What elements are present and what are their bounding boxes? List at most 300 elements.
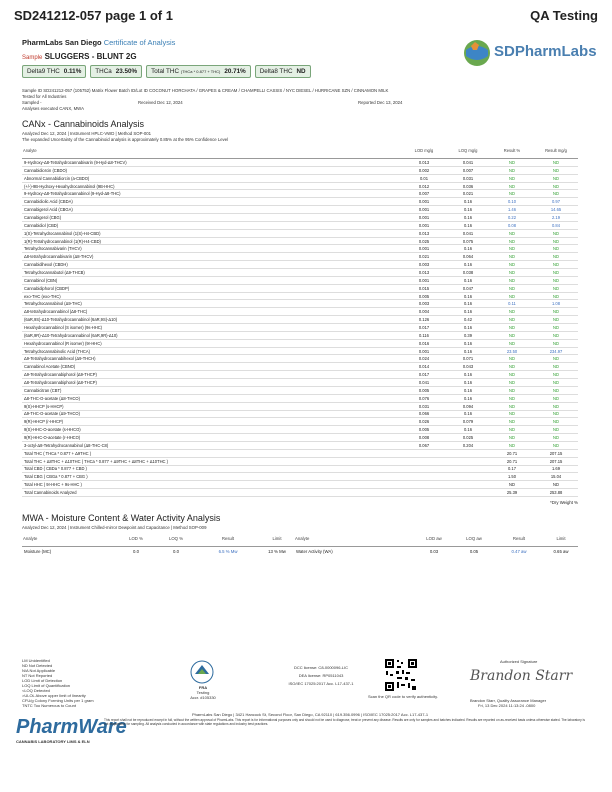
total-empty-cell [402, 457, 446, 465]
loq-value: 0.16 [446, 292, 490, 300]
result-mg: ND [534, 284, 578, 292]
result-mg: ND [534, 331, 578, 339]
analyte-name: Hexahydrocannabinol (S isomer) (9s-HHC) [22, 324, 402, 332]
analyte-name: (+/-)-9B-Hydroxy-Hexahydrocannabinol (9B-HHC) [22, 182, 402, 190]
result-mg: ND [534, 324, 578, 332]
loq-value: 0.038 [446, 269, 490, 277]
result-pct: ND [490, 284, 534, 292]
canx-row [22, 166, 578, 174]
legend-item: NT Not Reported [22, 673, 53, 678]
mwa-table-row [22, 547, 578, 557]
total-mg: 15.04 [534, 473, 578, 481]
result-pct: ND [490, 229, 534, 237]
analyte-name: 9-Hydroxy-Δ8-Tetrahydrocannabinol (9-Hyd-Δ8-THC) [22, 190, 402, 198]
result-pct: 1.46 [490, 206, 534, 214]
legend-item: N/A Not Applicable [22, 668, 56, 673]
total-label: Total Cannabinoids Analyzed [22, 489, 402, 497]
lod-value: 0.067 [402, 441, 446, 449]
total-label: Total CBD ( CBDa * 0.877 + CBD ) [22, 465, 402, 473]
mwa-table [22, 532, 578, 556]
lod-value: 0.001 [402, 221, 446, 229]
mwa-title: MWA - Moisture Content & Water Activity Analysis [22, 513, 221, 523]
result-pct: ND [490, 371, 534, 379]
legend-item: >ULOL Above upper limit of linearity [22, 693, 86, 698]
result-pct: ND [490, 276, 534, 284]
lod-value: 0.013 [402, 229, 446, 237]
analyte-name: Δ9-Tetrahydrocannabihexol (Δ9-THCH) [22, 355, 402, 363]
verification-qr-code[interactable] [384, 658, 418, 692]
result-pct: ND [490, 166, 534, 174]
report-status: QA Testing [530, 8, 598, 23]
result-pct: ND [490, 331, 534, 339]
analyte-name: Δ8-tetrahydrocannabivarin (Δ8-THCV) [22, 253, 402, 261]
analyte-name: Cannabinol (CBN) [22, 276, 402, 284]
analyte-name: Δ9-Tetrahydrocannabiphorol (Δ9-THCP) [22, 371, 402, 379]
total-empty-cell [446, 489, 490, 497]
result-mg: ND [534, 418, 578, 426]
canx-row [22, 331, 578, 339]
pharmware-sub: CANNABIS LABORATORY LIMS & ELN [16, 739, 90, 744]
mwa-cell: 13 % Mw [268, 549, 286, 554]
canx-row [22, 190, 578, 198]
total-pct: ND [490, 481, 534, 489]
analyte-name: 3-octyl-Δ8-Tetrahydrocannabinol (Δ8-THC-C8) [22, 441, 402, 449]
analyte-name: 1(S)-Tetrahydrocannabinol (1(S)-H4-CBD) [22, 229, 402, 237]
loq-value: 0.041 [446, 159, 490, 167]
fra-seal-icon [190, 660, 214, 684]
logo-text: SDPharmLabs [494, 43, 597, 60]
canx-row [22, 292, 578, 300]
result-mg: ND [534, 253, 578, 261]
analyte-name: exo-THC (exo-THC) [22, 292, 402, 300]
lod-value: 0.014 [402, 363, 446, 371]
analyte-name: Tetrahydrocannabinol (Δ9-THC) [22, 300, 402, 308]
loq-value: 0.036 [446, 182, 490, 190]
mwa-col-header: Analyte [294, 532, 414, 547]
canx-total-row [22, 473, 578, 481]
result-mg: ND [534, 316, 578, 324]
sample-header [22, 52, 137, 61]
mwa-cell: 0.65 aw [553, 549, 569, 554]
lod-value: 0.002 [402, 166, 446, 174]
result-pct: ND [490, 379, 534, 387]
analyte-name: (6aR,9R)-Δ10-Tetrahydrocannabinol (6aR,9R)-Δ10) [22, 331, 402, 339]
signature-title: Authorized Signature [500, 659, 538, 664]
result-mg: ND [534, 159, 578, 167]
mwa-cell: Water Activity (WA) [296, 549, 333, 554]
mwa-instrument: Analyzed Dec 12, 2024 | Instrument Chilled-mirror Dewpoint and Capacitance | Method SOP-009 [22, 525, 207, 530]
result-mg: ND [534, 355, 578, 363]
lod-value: 0.001 [402, 198, 446, 206]
summary-pill-total-thc: Total THC (THCa * 0.877 + THC) 20.71% [146, 65, 251, 78]
result-pct: ND [490, 159, 534, 167]
canx-row [22, 363, 578, 371]
summary-pills [22, 65, 311, 78]
analyte-name: 9(S)-HHCP (s-HHCP) [22, 402, 402, 410]
analyte-name: Δ8-THC-O-acetate (Δ8-THCO) [22, 394, 402, 402]
loq-value: 0.16 [446, 347, 490, 355]
legend-item: LOQ Limit of Quantification [22, 683, 71, 688]
total-empty-cell [402, 473, 446, 481]
lod-value: 0.007 [402, 190, 446, 198]
lod-value: 0.005 [402, 386, 446, 394]
lod-value: 0.116 [402, 331, 446, 339]
canx-title: CANx - Cannabinoids Analysis [22, 119, 145, 129]
analyte-name: 9(S)-HHC-O-acetate (s-HHCO) [22, 426, 402, 434]
sample-name: SLUGGERS - BLUNT 2G [44, 52, 137, 61]
signer-name: Brandon Starr, Quality Assurance Manager [470, 698, 547, 703]
total-empty-cell [402, 449, 446, 457]
total-mg: 1.69 [534, 465, 578, 473]
loq-value: 0.16 [446, 386, 490, 394]
total-mg: ND [534, 481, 578, 489]
disclaimer: This report shall not be reproduced except in full, without the written approval of PharmLabs. This report is for informational purposes only and should not be used to diagnose, treat or prevent any disease. Results are only for samples and batches indicated. Results are reported on as-received basis unless otherwise stated. The laboratory is not responsible for sampling. All analysis conducted in accordance with state regulations and industry best practices. [104, 718, 585, 726]
result-pct: ND [490, 434, 534, 442]
canx-total-row [22, 465, 578, 473]
result-mg: ND [534, 394, 578, 402]
result-pct: 23.50 [490, 347, 534, 355]
loq-value: 0.16 [446, 300, 490, 308]
result-mg: ND [534, 174, 578, 182]
result-pct: ND [490, 363, 534, 371]
canx-row [22, 182, 578, 190]
canx-row [22, 434, 578, 442]
result-mg: ND [534, 402, 578, 410]
lod-value: 0.126 [402, 316, 446, 324]
result-pct: ND [490, 269, 534, 277]
meta-line-sample: Sample ID SD241212-057 (105752) Matrix Flower Batch ID/Lot ID COCONUT HORCHATA / GRAPES & CREAM / CHAMPELLI CASSIS / NYC DIESEL / HURRICANE SZN / CINNAMON MILK [22, 88, 389, 93]
mwa-col-header: Result [196, 532, 260, 547]
canx-row [22, 253, 578, 261]
meta-line-tested: Tested for All Industries [22, 94, 67, 99]
total-label: Total THC ( THCa * 0.877 + Δ9THC ) [22, 449, 402, 457]
lod-value: 0.005 [402, 426, 446, 434]
result-mg: ND [534, 308, 578, 316]
canx-row [22, 261, 578, 269]
total-empty-cell [446, 449, 490, 457]
result-pct: ND [490, 308, 534, 316]
result-pct: ND [490, 324, 534, 332]
loq-value: 0.16 [446, 379, 490, 387]
canx-row [22, 371, 578, 379]
legend-item: <LOQ Detected [22, 688, 50, 693]
result-mg: ND [534, 426, 578, 434]
report-id: SD241212-057 page 1 of 1 [14, 8, 173, 23]
loq-value: 0.16 [446, 339, 490, 347]
mwa-col-header: Analyte [22, 532, 116, 547]
analyte-name: (6aR,9S)-Δ10-Tetrahydrocannabinol (6aR,9S)-Δ10) [22, 316, 402, 324]
result-pct: ND [490, 182, 534, 190]
analyte-name: 9-Hydroxy-Δ8-Tetrahydrocannabivarin (9-Hyd-Δ8-THCV) [22, 159, 402, 167]
result-mg: ND [534, 292, 578, 300]
result-mg: 0.84 [534, 221, 578, 229]
canx-row [22, 269, 578, 277]
canx-row [22, 324, 578, 332]
lod-value: 0.005 [402, 292, 446, 300]
result-mg: ND [534, 166, 578, 174]
mwa-cell: Moisture (MC) [24, 549, 52, 554]
loq-value: 0.16 [446, 198, 490, 206]
total-mg: 253.88 [534, 489, 578, 497]
lod-value: 0.003 [402, 261, 446, 269]
sdpharmlabs-logo [462, 38, 597, 68]
mwa-cell: 0.03 [429, 549, 439, 554]
analyte-name: Cannabidiolic Acid (CBDA) [22, 198, 402, 206]
analyte-name: Cannabigerol Acid (CBGA) [22, 206, 402, 214]
result-mg: ND [534, 379, 578, 387]
total-pct: 25.39 [490, 489, 534, 497]
dcc-license: DCC license: C8-0000096-LIC [293, 665, 349, 670]
loq-value: 0.16 [446, 308, 490, 316]
analyte-name: Cannabinol Acetate (CBNO) [22, 363, 402, 371]
lod-value: 0.013 [402, 269, 446, 277]
total-label: Total THC + Δ8THC + Δ10THC ( THCa * 0.877 + Δ9THC + Δ8THC + Δ10THC ) [22, 457, 402, 465]
lod-value: 0.015 [402, 284, 446, 292]
lod-value: 0.012 [402, 182, 446, 190]
mwa-col-header: LOQ aw [454, 532, 494, 547]
canx-row [22, 308, 578, 316]
canx-row [22, 410, 578, 418]
total-empty-cell [446, 481, 490, 489]
canx-instrument: Analyzed Dec 12, 2024 | Instrument HPLC-VWD | Method SOP-001 [22, 131, 152, 136]
canx-row [22, 316, 578, 324]
analyte-name: 9(R)-HHCP (r-HHCP) [22, 418, 402, 426]
lod-value: 0.076 [402, 394, 446, 402]
lod-value: 0.031 [402, 402, 446, 410]
result-pct: ND [490, 339, 534, 347]
total-label: Total HHC ( 9r-HHC + 9s-HHC ) [22, 481, 402, 489]
meta-line-analyses: Analyses executed CANX, MWA [22, 106, 84, 111]
analyte-name: Tetrahydrocannabinolic Acid (THCA) [22, 347, 402, 355]
mwa-cell: 0.05 [469, 549, 479, 554]
loq-value: 0.16 [446, 410, 490, 418]
meta-line-reported: Reported Dec 13, 2024 [358, 100, 403, 105]
total-empty-cell [402, 489, 446, 497]
loq-value: 0.16 [446, 426, 490, 434]
loq-value: 0.075 [446, 237, 490, 245]
result-pct: ND [490, 237, 534, 245]
canx-row [22, 379, 578, 387]
loq-value: 0.16 [446, 206, 490, 214]
canx-row [22, 221, 578, 229]
analyte-name: Δ9-THC-O-acetate (Δ9-THCO) [22, 410, 402, 418]
loq-value: 0.16 [446, 245, 490, 253]
canx-table-header [22, 145, 578, 159]
total-mg: 207.15 [534, 449, 578, 457]
result-mg: 0.97 [534, 198, 578, 206]
canx-row [22, 355, 578, 363]
legend-item: LM Unidentified [22, 658, 50, 663]
globe-icon [462, 38, 492, 68]
result-pct: 0.22 [490, 214, 534, 222]
lod-value: 0.001 [402, 245, 446, 253]
canx-row [22, 159, 578, 167]
lod-value: 0.017 [402, 371, 446, 379]
canx-row [22, 402, 578, 410]
lod-value: 0.041 [402, 379, 446, 387]
result-pct: ND [490, 316, 534, 324]
analyte-name: Tetrahydrocannabivarin (THCV) [22, 245, 402, 253]
loq-value: 0.204 [446, 441, 490, 449]
canx-row [22, 174, 578, 182]
loq-value: 0.16 [446, 371, 490, 379]
result-pct: 0.10 [490, 198, 534, 206]
canx-table [22, 145, 578, 497]
loq-value: 0.16 [446, 214, 490, 222]
canx-row [22, 214, 578, 222]
canx-row [22, 237, 578, 245]
mwa-col-header: LOQ % [156, 532, 196, 547]
total-empty-cell [402, 465, 446, 473]
result-pct: ND [490, 426, 534, 434]
summary-pill-d8thc: Delta8 THC ND [255, 65, 311, 78]
loq-value: 0.041 [446, 229, 490, 237]
loq-value: 0.071 [446, 355, 490, 363]
total-pct: 0.17 [490, 465, 534, 473]
mwa-col-header: LOD % [116, 532, 156, 547]
analyte-name: Hexahydrocannabinol (R isomer) (9r-HHC) [22, 339, 402, 347]
canx-row [22, 300, 578, 308]
lod-value: 0.008 [402, 434, 446, 442]
meta-line-received: Received Dec 12, 2024 [138, 100, 183, 105]
lod-value: 0.001 [402, 347, 446, 355]
mwa-cell: 6.5 % Mw [218, 549, 238, 554]
legend-item: LOD Limit of Detection [22, 678, 63, 683]
result-mg: ND [534, 245, 578, 253]
analyte-name: Cannabigerol (CBG) [22, 214, 402, 222]
canx-total-row [22, 457, 578, 465]
lod-value: 0.001 [402, 276, 446, 284]
lod-value: 0.026 [402, 418, 446, 426]
result-mg: ND [534, 269, 578, 277]
canx-row [22, 418, 578, 426]
result-pct: ND [490, 402, 534, 410]
canx-row [22, 386, 578, 394]
analyte-name: Cannabidihexol (CBDH) [22, 261, 402, 269]
iso-accreditation: ISO/IEC 17025:2017 Acc. L17-437-1 [288, 681, 354, 686]
total-label: Total CBG ( CBGa * 0.877 + CBG ) [22, 473, 402, 481]
mwa-col-header: LOD aw [414, 532, 454, 547]
legend-item: CFU/g Colony Forming Units per 1 gram [22, 698, 94, 703]
loq-value: 0.007 [446, 166, 490, 174]
loq-value: 0.16 [446, 324, 490, 332]
dea-license: DEA license: RP0511043 [298, 673, 344, 678]
result-mg: 1.08 [534, 300, 578, 308]
result-mg: ND [534, 434, 578, 442]
canx-row [22, 229, 578, 237]
result-pct: ND [490, 418, 534, 426]
result-mg: ND [534, 441, 578, 449]
result-pct: 0.08 [490, 221, 534, 229]
total-pct: 20.71 [490, 457, 534, 465]
mwa-cell: 0.0 [173, 549, 179, 554]
loq-value: 0.094 [446, 402, 490, 410]
result-mg: ND [534, 371, 578, 379]
loq-value: 0.16 [446, 261, 490, 269]
result-pct: ND [490, 261, 534, 269]
canx-row [22, 339, 578, 347]
total-empty-cell [446, 473, 490, 481]
total-pct: 1.50 [490, 473, 534, 481]
result-pct: ND [490, 253, 534, 261]
total-empty-cell [446, 465, 490, 473]
loq-value: 0.064 [446, 253, 490, 261]
result-pct: 0.11 [490, 300, 534, 308]
lod-value: 0.021 [402, 253, 446, 261]
result-pct: ND [490, 174, 534, 182]
canx-row [22, 276, 578, 284]
loq-value: 0.047 [446, 284, 490, 292]
loq-value: 0.39 [446, 331, 490, 339]
mwa-table-header [22, 532, 578, 547]
dry-weight-note: *Dry Weight % [550, 500, 578, 505]
signature-image: Brandon Starr [470, 668, 573, 684]
result-mg: ND [534, 261, 578, 269]
lod-value: 0.001 [402, 206, 446, 214]
col-result-pct: Result % [490, 145, 534, 159]
summary-pill-d9thc: Delta9 THC 0.11% [22, 65, 86, 78]
mwa-col-header: Result [494, 532, 544, 547]
result-mg: ND [534, 276, 578, 284]
col-loq: LOQ mg/g [446, 145, 490, 159]
total-empty-cell [446, 457, 490, 465]
lod-value: 0.004 [402, 308, 446, 316]
lod-value: 0.003 [402, 300, 446, 308]
loq-value: 0.043 [446, 363, 490, 371]
lod-value: 0.017 [402, 324, 446, 332]
canx-row [22, 245, 578, 253]
result-pct: ND [490, 190, 534, 198]
col-analyte: Analyte [22, 145, 402, 159]
result-mg: ND [534, 229, 578, 237]
canx-row [22, 426, 578, 434]
result-mg: ND [534, 386, 578, 394]
loq-value: 0.025 [446, 434, 490, 442]
summary-pill-thca: THCa 23.50% [90, 65, 142, 78]
result-pct: ND [490, 292, 534, 300]
loq-value: 0.16 [446, 394, 490, 402]
canx-uncertainty: The expanded Uncertainty of the Cannabinoid analysis is approximately 0.85% at the 95% Confidence Level [22, 137, 229, 142]
result-mg: 234.97 [534, 347, 578, 355]
fra-label: FRA [198, 685, 208, 690]
total-mg: 207.15 [534, 457, 578, 465]
lab-header [22, 38, 175, 47]
sample-tag: Sample [22, 55, 43, 61]
lab-name: PharmLabs San Diego [22, 38, 102, 47]
doc-type: Certificate of Analysis [103, 38, 176, 47]
qr-caption: Scan the QR code to verify authenticity. [368, 694, 438, 699]
canx-row [22, 394, 578, 402]
result-pct: ND [490, 410, 534, 418]
result-mg: 14.65 [534, 206, 578, 214]
lod-value: 0.016 [402, 339, 446, 347]
signed-date: Fri, 13 Dec 2024 11:13:24 -0800 [478, 703, 536, 708]
loq-value: 0.079 [446, 418, 490, 426]
analyte-name: Cannabidiphorol (CBDP) [22, 284, 402, 292]
abbreviation-legend [22, 658, 94, 708]
mwa-col-header: Limit [544, 532, 578, 547]
lod-value: 0.025 [402, 237, 446, 245]
col-result-mg: Result mg/g [534, 145, 578, 159]
mwa-col-header: Limit [260, 532, 294, 547]
total-pct: 20.71 [490, 449, 534, 457]
canx-row [22, 441, 578, 449]
analyte-name: Cannabicitran (CBT) [22, 386, 402, 394]
result-mg: ND [534, 182, 578, 190]
total-empty-cell [402, 481, 446, 489]
loq-value: 0.16 [446, 221, 490, 229]
result-mg: ND [534, 363, 578, 371]
